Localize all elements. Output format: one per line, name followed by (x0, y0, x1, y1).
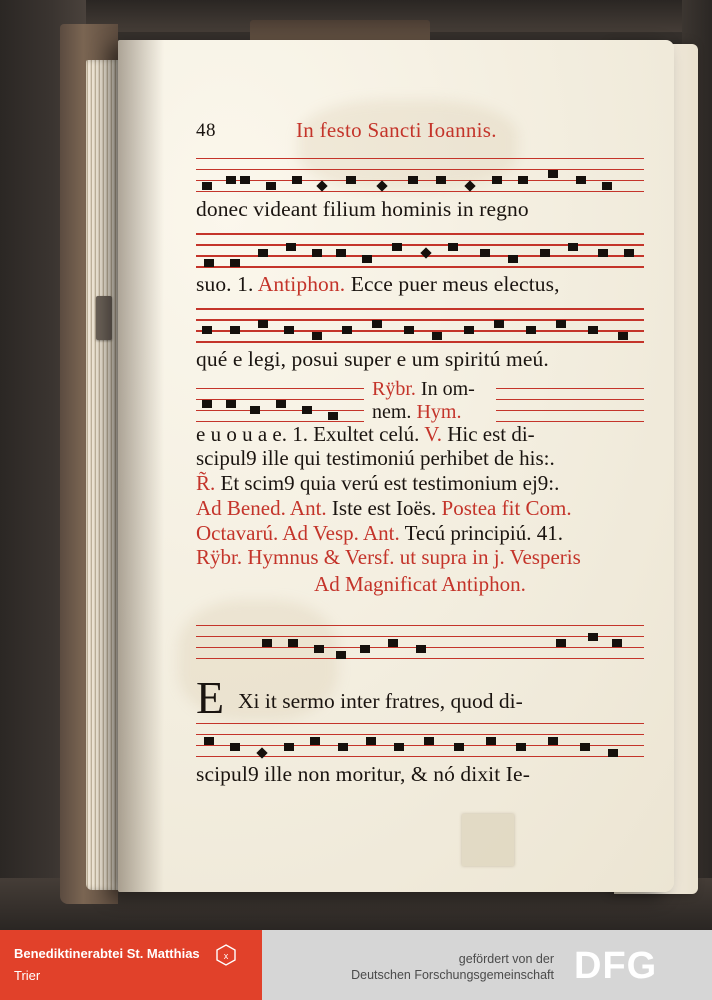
chant-note (336, 249, 346, 257)
running-title: In festo Sancti Ioannis. (296, 118, 497, 142)
chant-note (576, 176, 586, 184)
chant-note (556, 320, 566, 328)
rubric-postea: Postea fit Com. (441, 495, 572, 520)
staff-line (196, 723, 644, 724)
chant-staff-4-left (196, 382, 364, 426)
footer-bar (0, 930, 712, 1000)
chant-note-diamond (376, 180, 387, 191)
staff-line (196, 158, 644, 159)
text-run: Tecú principiú. 41. (404, 520, 563, 545)
chant-note (454, 743, 464, 751)
chant-note (424, 737, 434, 745)
page-header (196, 120, 644, 146)
chant-staff-row-4 (196, 376, 644, 422)
dfg-logo (572, 942, 704, 988)
chant-note-diamond (316, 180, 327, 191)
chant-note (602, 182, 612, 190)
chant-note (588, 326, 598, 334)
chant-note (388, 639, 398, 647)
rubric-ad-magnificat: Ad Magnificat Antiphon. (314, 572, 526, 597)
manuscript-page (118, 40, 674, 892)
chant-note (204, 737, 214, 745)
staff-line (496, 399, 644, 400)
lyric-run: suo. 1. (196, 272, 258, 297)
chant-note (366, 737, 376, 745)
page-marker-tab (96, 296, 112, 340)
euouae-incipit: Exultet celú. (313, 421, 420, 446)
text-block (196, 422, 644, 597)
rubric-hymnus-versus: Rÿbr. Hymnus & Versf. ut supra in j. Vesperis (196, 545, 581, 570)
chant-note (486, 737, 496, 745)
chant-lyric-5: Xi it sermo inter fratres, quod di- (238, 689, 523, 714)
rubric-hymn: Hym. (416, 400, 462, 423)
chant-note (360, 645, 370, 653)
staff-line (196, 658, 644, 659)
library-name: Benediktinerabtei St. Matthias (14, 946, 200, 961)
chant-note (618, 332, 628, 340)
lyric-run: Ecce puer meus electus, (350, 272, 560, 297)
staff-line (196, 191, 644, 192)
chant-note (336, 651, 346, 659)
chant-note (202, 400, 212, 408)
chant-note (262, 639, 272, 647)
chant-note (494, 320, 504, 328)
chant-lyric-3: qué e legi, posui super e um spiritú meú. (196, 347, 549, 372)
chant-note (540, 249, 550, 257)
chant-note (608, 749, 618, 757)
chant-note (372, 320, 382, 328)
chant-lyric-5-row (196, 665, 644, 723)
chant-note (302, 406, 312, 414)
chant-note (230, 743, 240, 751)
chant-note (346, 176, 356, 184)
folio-number: 48 (196, 120, 216, 141)
chant-note (568, 243, 578, 251)
rubric-line-2 (372, 401, 512, 424)
svg-text:x: x (223, 951, 229, 961)
chant-note (312, 249, 322, 257)
page-edge-stack (86, 60, 120, 890)
chant-staff-6 (196, 717, 644, 761)
chant-note (432, 332, 442, 340)
chant-note (580, 743, 590, 751)
rubric-ad-bened: Ad Bened. Ant. (196, 495, 332, 520)
staff-line (196, 734, 644, 735)
chant-note (292, 176, 302, 184)
chant-note (310, 737, 320, 745)
rubric-hymn-block (372, 378, 512, 424)
chant-note (624, 249, 634, 257)
text-line-4 (196, 521, 644, 546)
chant-lyric-1: donec videant filium hominis in regno (196, 197, 529, 221)
chant-note (258, 320, 268, 328)
staff-line (496, 421, 644, 422)
chant-note (286, 243, 296, 251)
text-line-2 (196, 471, 644, 496)
chant-note (448, 243, 458, 251)
chant-note (416, 645, 426, 653)
rubric-antiphon: Antiphon. (257, 272, 351, 297)
chant-note-diamond (464, 180, 475, 191)
chant-note (556, 639, 566, 647)
chant-note (202, 326, 212, 334)
chant-note (276, 400, 286, 408)
chant-note (404, 326, 414, 334)
staff-line (196, 169, 644, 170)
staff-line (196, 745, 644, 746)
drop-cap-initial: E (196, 672, 225, 724)
chant-staff-1 (196, 152, 644, 196)
chant-note (226, 176, 236, 184)
chant-note (492, 176, 502, 184)
chant-note (518, 176, 528, 184)
euouae-text: e u o u a e. 1. (196, 421, 314, 446)
hexagon-logo-icon (216, 944, 236, 966)
versicle-sign: V. (419, 421, 448, 446)
versicle-text: Hic est di- (447, 421, 535, 446)
rubric-text: In om- (415, 377, 475, 400)
staff-line (196, 233, 644, 234)
chant-staff-3 (196, 302, 644, 346)
response-sign: R̃. (196, 471, 221, 496)
staff-line (196, 266, 644, 267)
chant-note (408, 176, 418, 184)
chant-note (266, 182, 276, 190)
chant-note (314, 645, 324, 653)
chant-note (548, 170, 558, 178)
staff-line (196, 388, 364, 389)
chant-note (394, 743, 404, 751)
chant-note (328, 412, 338, 420)
text-line-3 (196, 496, 644, 521)
chant-staff-5 (196, 619, 644, 663)
chant-note (548, 737, 558, 745)
staff-line (196, 410, 364, 411)
text-run: Et scim9 quia verú est testimonium ej9:. (220, 471, 560, 496)
chant-note (516, 743, 526, 751)
chant-note (338, 743, 348, 751)
chant-note (226, 400, 236, 408)
chant-note (202, 182, 212, 190)
chant-staff-2 (196, 227, 644, 271)
staff-line (196, 330, 644, 331)
rubric-text: nem. (372, 400, 417, 423)
chant-note (288, 639, 298, 647)
chant-note (464, 326, 474, 334)
chant-note (598, 249, 608, 257)
chant-note (284, 326, 294, 334)
chant-note (480, 249, 490, 257)
staff-line (196, 341, 644, 342)
library-city: Trier (14, 968, 41, 983)
chant-note (312, 332, 322, 340)
text-run: Iste est Ioës. (331, 495, 442, 520)
repair-tape (462, 814, 514, 866)
chant-note (612, 639, 622, 647)
rubric-abbrev: Rÿbr. (372, 377, 416, 400)
chant-note (508, 255, 518, 263)
chant-note (588, 633, 598, 641)
text-line-5 (196, 545, 644, 570)
svg-text:DFG: DFG (574, 945, 658, 987)
chant-lyric-2 (196, 273, 644, 296)
staff-line (196, 421, 364, 422)
staff-line (496, 388, 644, 389)
chant-note (230, 326, 240, 334)
chant-note (230, 259, 240, 267)
chant-note (362, 255, 372, 263)
chant-lyric-6: scipul9 ille non moritur, & nó dixit Ie- (196, 762, 530, 787)
funder-line-1: gefördert von der (458, 952, 554, 966)
chant-note (436, 176, 446, 184)
chant-note (526, 326, 536, 334)
staff-line (196, 308, 644, 309)
chant-staff-4-right (496, 382, 644, 426)
funder-line-2: Deutschen Forschungsgemeinschaft (351, 968, 554, 982)
chant-note (342, 326, 352, 334)
text-run: scipul9 ille qui testimoniú perhibet de his:. (196, 446, 555, 471)
page-content (196, 120, 644, 786)
chant-note (250, 406, 260, 414)
staff-line (196, 636, 644, 637)
chant-note-diamond (420, 248, 431, 259)
chant-note (284, 743, 294, 751)
chant-note (240, 176, 250, 184)
chant-note (204, 259, 214, 267)
rubric-octavarum: Octavarú. Ad Vesp. Ant. (196, 520, 405, 545)
staff-line (196, 625, 644, 626)
library-credit (0, 930, 262, 1000)
chant-note (258, 249, 268, 257)
chant-note (392, 243, 402, 251)
text-line-1 (196, 446, 644, 471)
rubric-line-1 (372, 378, 512, 401)
staff-line (496, 410, 644, 411)
